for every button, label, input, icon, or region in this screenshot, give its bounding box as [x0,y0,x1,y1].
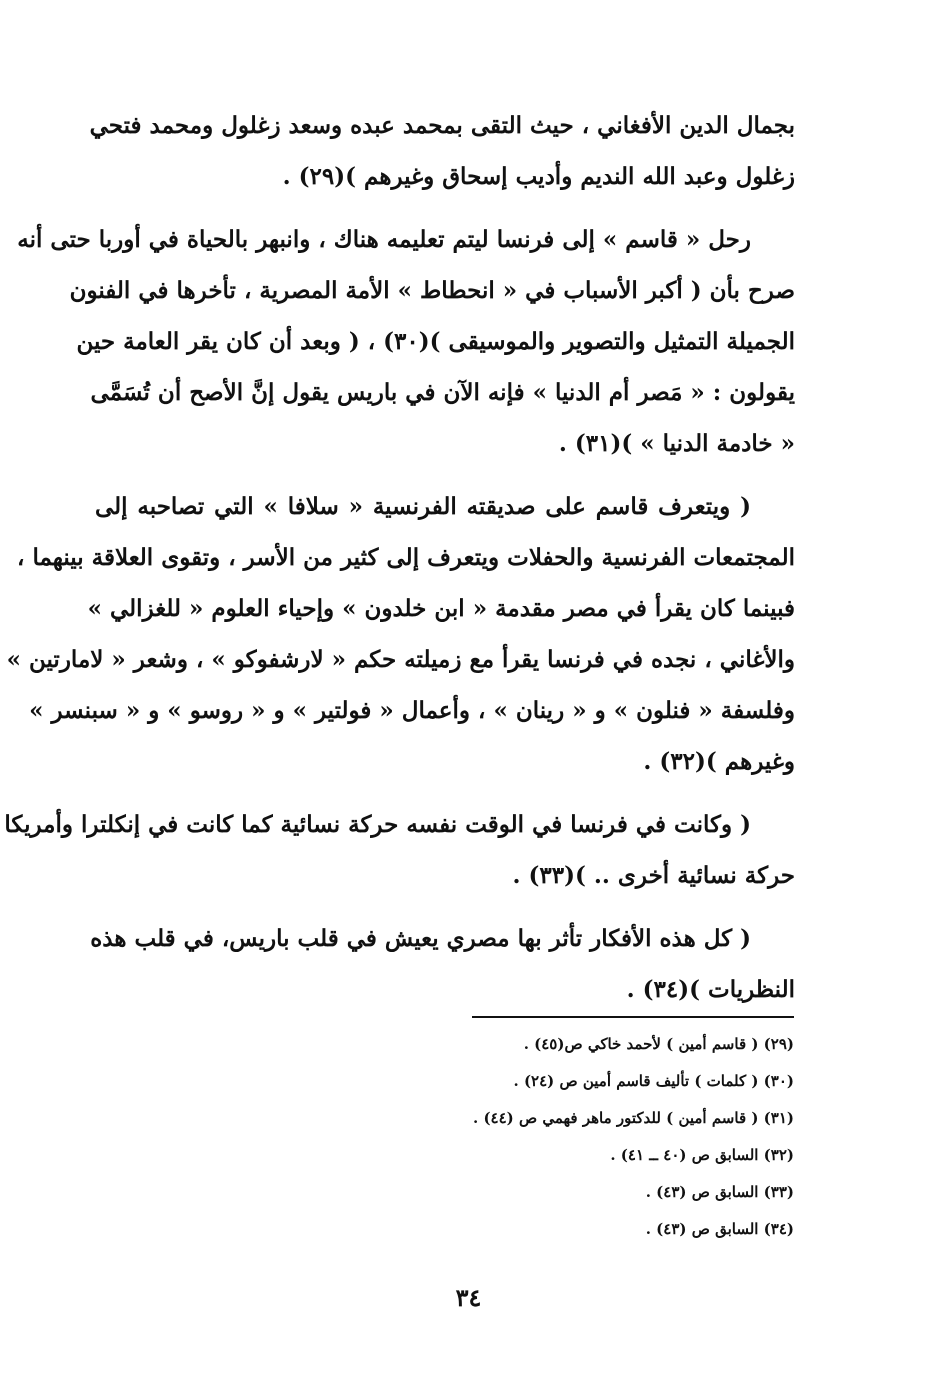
text-line: رحل « قاسم » إلى فرنسا ليتم تعليمه هناك ، وانبهر بالحياة في أوربا حتى أنه [17,226,751,253]
text-line: والأغاني ، نجده في فرنسا يقرأ مع زميلته حكم « لارشفوكو » ، وشعر « لامارتين » [6,646,795,673]
text-line: يقولون : « مَصر أم الدنيا » فإنه الآن في باريس يقول إنَّ الأصح أن تُسَمَّى [90,379,795,406]
text-line: زغلول وعبد الله النديم وأديب إسحاق وغيرهم )(٢٩) . [282,163,795,190]
text-line: ( كل هذه الأفكار تأثر بها مصري يعيش في قلب باريس، في قلب هذه [90,925,751,952]
footnote: (٢٩) ( قاسم أمين ) لأحمد خاكي ص(٤٥) . [523,1035,794,1053]
text-line: المجتمعات الفرنسية والحفلات ويتعرف إلى كثير من الأسر ، وتقوى العلاقة بينهما ، [17,544,795,571]
paragraph-1 [89,100,795,202]
text-line: الجميلة التمثيل والتصوير والموسيقى )(٣٠) ، ( وبعد أن كان يقر العامة حين [76,328,795,355]
footnote: (٣٠) ( كلمات ) تأليف قاسم أمين ص (٢٤) . [513,1072,794,1090]
footnote-divider [472,1016,794,1018]
footnote: (٣٤) السابق ص (٤٣) . [645,1220,794,1238]
text-line: بجمال الدين الأفغاني ، حيث التقى بمحمد عبده وسعد زغلول ومحمد فتحي [89,112,795,139]
text-line: ( وكانت في فرنسا في الوقت نفسه حركة نسائية كما كانت في إنكلترا وأمريكا [4,811,751,838]
text-line: فبينما كان يقرأ في مصر مقدمة « ابن خلدون » وإحياء العلوم « للغزالي » [87,595,795,622]
text-line: وفلسفة « فنلون » و « رينان » ، وأعمال « فولتير » و « روسو » و « سبنسر » [29,697,795,724]
text-line: وغيرهم )(٣٢) . [643,748,795,775]
footnote: (٣٢) السابق ص (٤٠ ــ ٤١) . [610,1146,794,1164]
footnote: (٣١) ( قاسم أمين ) للدكتور ماهر فهمي ص (٤٤) . [473,1109,794,1127]
text-line: ( ويتعرف قاسم على صديقته الفرنسية « سلافا » التي تصاحبه إلى [95,493,751,520]
text-line: « خادمة الدنيا » )(٣١) . [558,430,795,457]
paragraph-2 [17,214,795,469]
paragraph-4 [4,799,795,901]
text-line: حركة نسائية أخرى .. )(٣٣) . [512,862,795,889]
footnote: (٣٣) السابق ص (٤٣) . [645,1183,794,1201]
paragraph-5 [90,913,795,1015]
body-text [4,100,795,1027]
text-line: صرح بأن ( أكبر الأسباب في « انحطاط » الأمة المصرية ، تأخرها في الفنون [69,277,795,304]
footnotes [374,1026,794,1248]
page-number: ٣٤ [455,1283,482,1312]
text-line: النظريات )(٣٤) . [626,976,795,1003]
paragraph-3 [6,481,795,787]
